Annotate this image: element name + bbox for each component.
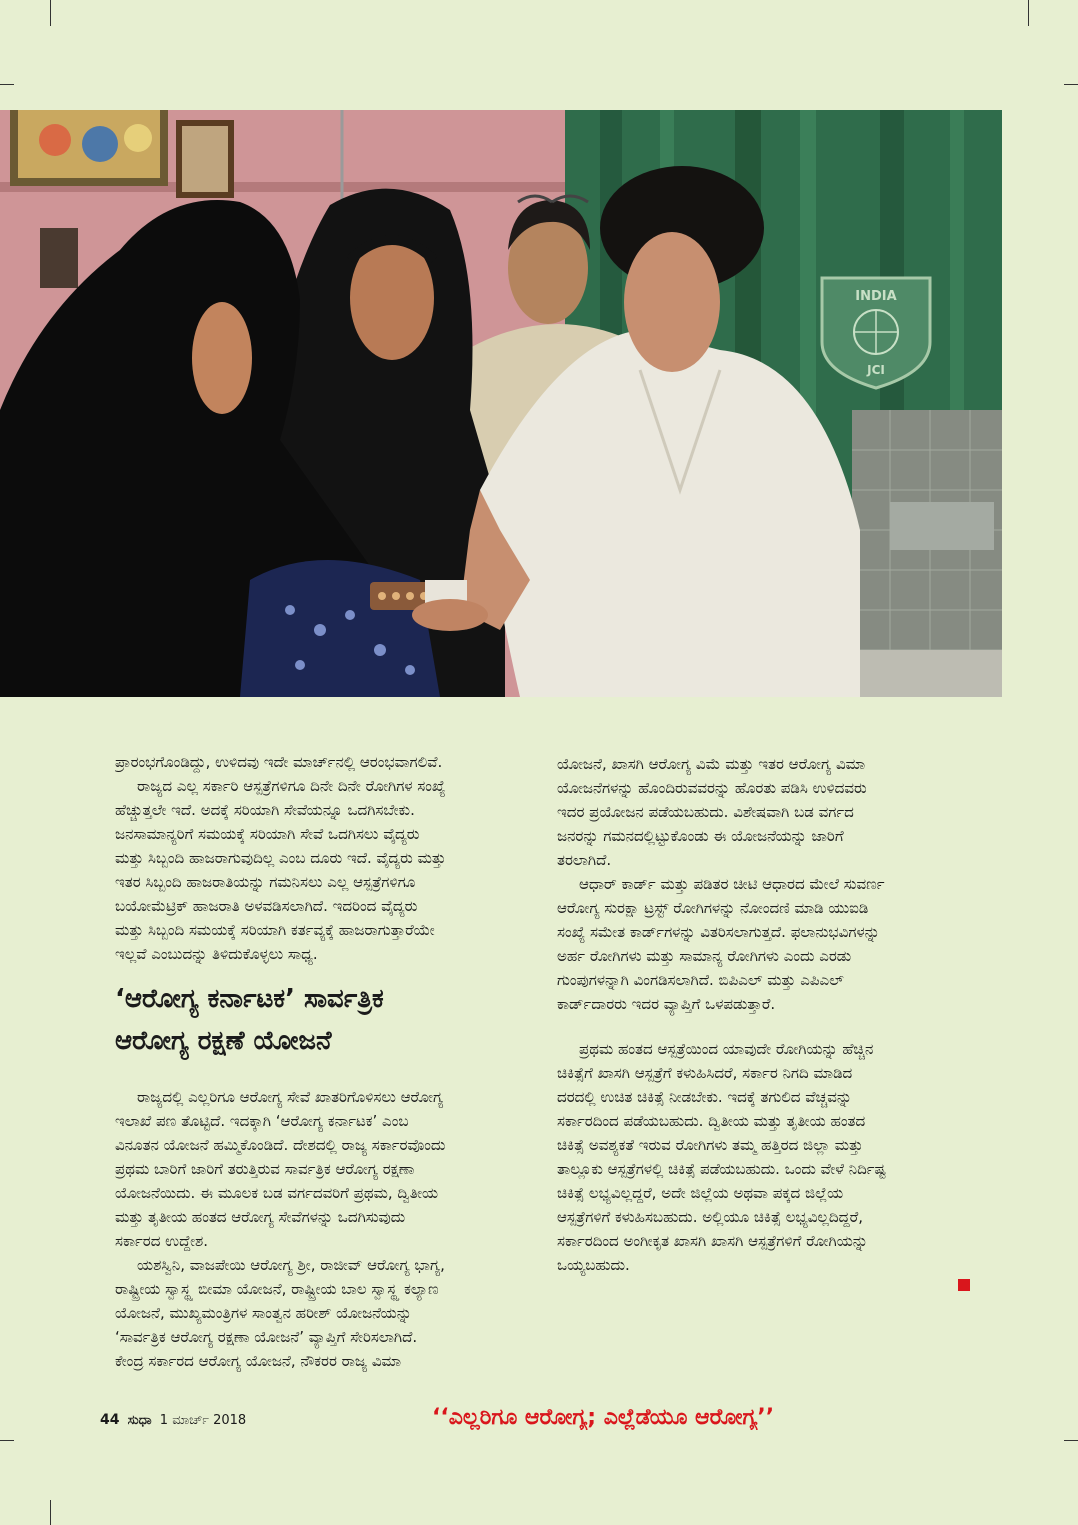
- crop-mark-bottom-left-v: [50, 1500, 51, 1525]
- text-line: ಆಸ್ಪತ್ರೆಗಳಿಗೆ ಕಳುಹಿಸಬಹುದು. ಅಲ್ಲಿಯೂ ಚಿಕಿತ್ಸೆ ಲಭ್ಯವಿಲ್ಲದಿದ್ದರೆ,: [557, 1208, 863, 1226]
- text-line: ರಾಜ್ಯದ ಎಲ್ಲ ಸರ್ಕಾರಿ ಆಸ್ಪತ್ರೆಗಳಿಗೂ ದಿನೇ ದಿನೇ ರೋಗಿಗಳ ಸಂಖ್ಯೆ: [137, 777, 446, 795]
- text-line: ಆರೋಗ್ಯ ಸುರಕ್ಷಾ ಟ್ರಸ್ಟ್ ರೋಗಿಗಳನ್ನು ನೋಂದಣಿ ಮಾಡಿ ಯುಐಡಿ: [557, 899, 869, 917]
- text-line: ರಾಷ್ಟ್ರೀಯ ಸ್ವಾಸ್ಥ್ಯ ಬೀಮಾ ಯೋಜನೆ, ರಾಷ್ಟ್ರೀಯ ಬಾಲ ಸ್ವಾಸ್ಥ್ಯ ಕಲ್ಯಾಣ: [115, 1280, 439, 1298]
- page-number: 44: [100, 1412, 120, 1428]
- emblem-text-jci: JCI: [867, 363, 885, 377]
- text-line: ಚಿಕಿತ್ಸೆ ಅವಶ್ಯಕತೆ ಇರುವ ರೋಗಿಗಳು ತಮ್ಮ ಹತ್ತಿರದ ಜಿಲ್ಲಾ ಮತ್ತು: [557, 1136, 863, 1154]
- text-line: ಮತ್ತು ಸಿಬ್ಬಂದಿ ಸಮಯಕ್ಕೆ ಸರಿಯಾಗಿ ಕರ್ತವ್ಯಕ್ಕೆ ಹಾಜರಾಗುತ್ತಾರೆಯೇ: [115, 921, 435, 939]
- text-line: ಪ್ರಾರಂಭಗೊಂಡಿದ್ದು, ಉಳಿದವು ಇದೇ ಮಾರ್ಚ್‌ನಲ್ಲಿ ಆರಂಭವಾಗಲಿವೆ.: [115, 753, 443, 771]
- folded-cloth: [890, 502, 994, 550]
- text-line: ಇಲಾಖೆ ಪಣ ತೊಟ್ಟಿದೆ. ಇದಕ್ಕಾಗಿ ‘ಆರೋಗ್ಯ ಕರ್ನಾಟಕ’ ಎಂಬ: [115, 1112, 409, 1130]
- text-line: ಸರ್ಕಾರದಿಂದ ಅಂಗೀಕೃತ ಖಾಸಗಿ ಖಾಸಗಿ ಆಸ್ಪತ್ರೆಗಳಿಗೆ ರೋಗಿಯನ್ನು: [557, 1232, 868, 1250]
- text-line: ಯೋಜನೆಯಿದು. ಈ ಮೂಲಕ ಬಡ ವರ್ಗದವರಿಗೆ ಪ್ರಥಮ, ದ್ವಿತೀಯ: [115, 1184, 439, 1202]
- text-line: ಚಿಕಿತ್ಸೆ ಲಭ್ಯವಿಲ್ಲದ್ದರೆ, ಅದೇ ಜಿಲ್ಲೆಯ ಅಥವಾ ಪಕ್ಕದ ಜಿಲ್ಲೆಯ: [557, 1184, 844, 1202]
- text-line: ಪ್ರಥಮ ಹಂತದ ಆಸ್ಪತ್ರೆಯಿಂದ ಯಾವುದೇ ರೋಗಿಯನ್ನು ಹೆಚ್ಚಿನ: [579, 1040, 874, 1058]
- crop-mark-top-left-h: [0, 84, 14, 85]
- wall-frame-behind: [40, 228, 78, 288]
- text-line: ಸರ್ಕಾರದ ಉದ್ದೇಶ.: [115, 1232, 209, 1250]
- crop-mark-bottom-right-h: [1064, 1440, 1078, 1441]
- text-line: ಮತ್ತು ಸಿಬ್ಬಂದಿ ಹಾಜರಾಗುವುದಿಲ್ಲ ಎಂಬ ದೂರು ಇದೆ. ವೈದ್ಯರು ಮತ್ತು: [115, 849, 446, 867]
- left-column-block-1: [115, 750, 527, 970]
- issue-date: 1 ಮಾರ್ಚ್ 2018: [159, 1413, 247, 1428]
- text-line: ಸಂಖ್ಯೆ ಸಮೇತ ಕಾರ್ಡ್‌ಗಳನ್ನು ವಿತರಿಸಲಾಗುತ್ತದೆ. ಫಲಾನುಭವಿಗಳನ್ನು: [557, 923, 880, 941]
- text-line: ಇದರ ಪ್ರಯೋಜನ ಪಡೆಯಬಹುದು. ವಿಶೇಷವಾಗಿ ಬಡ ವರ್ಗದ: [557, 803, 854, 821]
- right-column-block-1: [557, 752, 967, 1020]
- embroidered-sleeve: [240, 560, 440, 697]
- text-line: ಯೋಜನೆಗಳನ್ನು ಹೊಂದಿರುವವರನ್ನು ಹೊರತು ಪಡಿಸಿ ಉಳಿದವರು: [557, 779, 867, 797]
- right-woman-face: [624, 232, 720, 372]
- text-line: ಜನರನ್ನು ಗಮನದಲ್ಲಿಟ್ಟುಕೊಂಡು ಈ ಯೋಜನೆಯನ್ನು ಜಾರಿಗೆ: [557, 827, 844, 845]
- text-line: ಸರ್ಕಾರದಿಂದ ಪಡೆಯಬಹುದು. ದ್ವಿತೀಯ ಮತ್ತು ತೃತೀಯ ಹಂತದ: [557, 1112, 866, 1130]
- crop-mark-bottom-left-h: [0, 1440, 14, 1441]
- text-line: ಒಯ್ಯಬಹುದು.: [557, 1256, 630, 1274]
- right-column-block-2: [557, 1037, 967, 1279]
- text-line: ಯಶಸ್ವಿನಿ, ವಾಜಪೇಯಿ ಆರೋಗ್ಯ ಶ್ರೀ, ರಾಜೀವ್ ಆರೋಗ್ಯ ಭಾಗ್ಯ,: [137, 1256, 445, 1274]
- section-heading: [115, 978, 527, 1062]
- text-line: ಬಯೋಮೆಟ್ರಿಕ್ ಹಾಜರಾತಿ ಅಳವಡಿಸಲಾಗಿದೆ. ಇದರಿಂದ ವೈದ್ಯರು: [115, 897, 418, 915]
- section-heading-line-1: ‘ಆರೋಗ್ಯ ಕರ್ನಾಟಕ’ ಸಾರ್ವತ್ರಿಕ: [115, 984, 384, 1014]
- text-line: ದರದಲ್ಲಿ ಉಚಿತ ಚಿಕಿತ್ಸೆ ನೀಡಬೇಕು. ಇದಕ್ಕೆ ತಗುಲಿದ ವೆಚ್ಚವನ್ನು: [557, 1088, 852, 1106]
- text-line: ಗುಂಪುಗಳನ್ನಾಗಿ ವಿಂಗಡಿಸಲಾಗಿದೆ. ಬಿಪಿಎಲ್ ಮತ್ತು ಎಪಿಎಲ್: [557, 971, 844, 989]
- text-line: ತರಲಾಗಿದೆ.: [557, 851, 612, 869]
- text-line: ಕೇಂದ್ರ ಸರ್ಕಾರದ ಆರೋಗ್ಯ ಯೋಜನೆ, ನೌಕರರ ರಾಜ್ಯ ವಿಮಾ: [115, 1352, 402, 1370]
- left-woman-face: [192, 302, 252, 414]
- text-line: ಕಾರ್ಡ್‌ದಾರರು ಇದರ ವ್ಯಾಪ್ತಿಗೆ ಒಳಪಡುತ್ತಾರೆ.: [557, 995, 776, 1013]
- text-line: ಅರ್ಹ ರೋಗಿಗಳು ಮತ್ತು ಸಾಮಾನ್ಯ ರೋಗಿಗಳು ಎಂದು ಎರಡು: [557, 947, 852, 965]
- magazine-name: ಸುಧಾ: [127, 1413, 152, 1428]
- text-line: ಯೋಜನೆ, ಖಾಸಗಿ ಆರೋಗ್ಯ ವಿಮೆ ಮತ್ತು ಇತರ ಆರೋಗ್ಯ ವಿಮಾ: [557, 755, 866, 773]
- jci-emblem: [822, 278, 930, 388]
- crop-mark-top-left-v: [50, 0, 51, 26]
- text-line: ಚಿಕಿತ್ಸೆಗೆ ಖಾಸಗಿ ಆಸ್ಪತ್ರೆಗೆ ಕಳುಹಿಸಿದರೆ, ಸರ್ಕಾರ ನಿಗದಿ ಮಾಡಿದ: [557, 1064, 853, 1082]
- text-line: ಜನಸಾಮಾನ್ಯರಿಗೆ ಸಮಯಕ್ಕೆ ಸರಿಯಾಗಿ ಸೇವೆ ಒದಗಿಸಲು ವೈದ್ಯರು: [115, 825, 420, 843]
- text-line: ಇತರ ಸಿಬ್ಬಂದಿ ಹಾಜರಾತಿಯನ್ನು ಗಮನಿಸಲು ಎಲ್ಲ ಆಸ್ಪತ್ರೆಗಳಿಗೂ: [115, 873, 416, 891]
- article-end-mark: [958, 1279, 970, 1291]
- text-line: ಇಲ್ಲವೆ ಎಂಬುದನ್ನು ತಿಳಿದುಕೊಳ್ಳಲು ಸಾಧ್ಯ.: [115, 945, 318, 963]
- emblem-text-india: INDIA: [855, 289, 897, 304]
- footer-slogan: ‘‘ಎಲ್ಲರಿಗೂ ಆರೋಗ್ಯ; ಎಲ್ಲೆಡೆಯೂ ಆರೋಗ್ಯ’’: [432, 1405, 775, 1430]
- text-line: ಹೆಚ್ಚುತ್ತಲೇ ಇದೆ. ಅದಕ್ಕೆ ಸರಿಯಾಗಿ ಸೇವೆಯನ್ನೂ ಒದಗಿಸಬೇಕು.: [115, 801, 415, 819]
- left-column-block-2: [115, 1085, 527, 1377]
- text-line: ತಾಲ್ಲೂಕು ಆಸ್ಪತ್ರೆಗಳಲ್ಲಿ ಚಿಕಿತ್ಸೆ ಪಡೆಯಬಹುದು. ಒಂದು ವೇಳೆ ನಿರ್ದಿಷ್ಟ: [557, 1160, 886, 1178]
- article-photo: [0, 110, 1002, 697]
- text-line: ಆಧಾರ್ ಕಾರ್ಡ್ ಮತ್ತು ಪಡಿತರ ಚೀಟಿ ಆಧಾರದ ಮೇಲೆ ಸುವರ್ಣ: [579, 875, 885, 893]
- text-line: ವಿನೂತನ ಯೋಜನೆ ಹಮ್ಮಿಕೊಂಡಿದೆ. ದೇಶದಲ್ಲಿ ರಾಜ್ಯ ಸರ್ಕಾರವೊಂದು: [115, 1136, 446, 1154]
- section-heading-line-2: ಆರೋಗ್ಯ ರಕ್ಷಣೆ ಯೋಜನೆ: [115, 1026, 332, 1056]
- crop-mark-top-right-v: [1028, 0, 1029, 26]
- text-line: ‘ಸಾರ್ವತ್ರಿಕ ಆರೋಗ್ಯ ರಕ್ಷಣಾ ಯೋಜನೆ’ ವ್ಯಾಪ್ತಿಗೆ ಸೇರಿಸಲಾಗಿದೆ.: [115, 1328, 418, 1346]
- page-footer: [100, 1412, 246, 1428]
- text-line: ರಾಜ್ಯದಲ್ಲಿ ಎಲ್ಲರಿಗೂ ಆರೋಗ್ಯ ಸೇವೆ ಖಾತರಿಗೊಳಿಸಲು ಆರೋಗ್ಯ: [137, 1088, 444, 1106]
- crop-mark-top-right-h: [1064, 84, 1078, 85]
- text-line: ಯೋಜನೆ, ಮುಖ್ಯಮಂತ್ರಿಗಳ ಸಾಂತ್ವನ ಹರೀಶ್ ಯೋಜನೆಯನ್ನು: [115, 1304, 412, 1322]
- text-line: ಪ್ರಥಮ ಬಾರಿಗೆ ಜಾರಿಗೆ ತರುತ್ತಿರುವ ಸಾರ್ವತ್ರಿಕ ಆರೋಗ್ಯ ರಕ್ಷಣಾ: [115, 1160, 415, 1178]
- text-line: ಮತ್ತು ತೃತೀಯ ಹಂತದ ಆರೋಗ್ಯ ಸೇವೆಗಳನ್ನು ಒದಗಿಸುವುದು: [115, 1208, 406, 1226]
- hands: [412, 599, 488, 631]
